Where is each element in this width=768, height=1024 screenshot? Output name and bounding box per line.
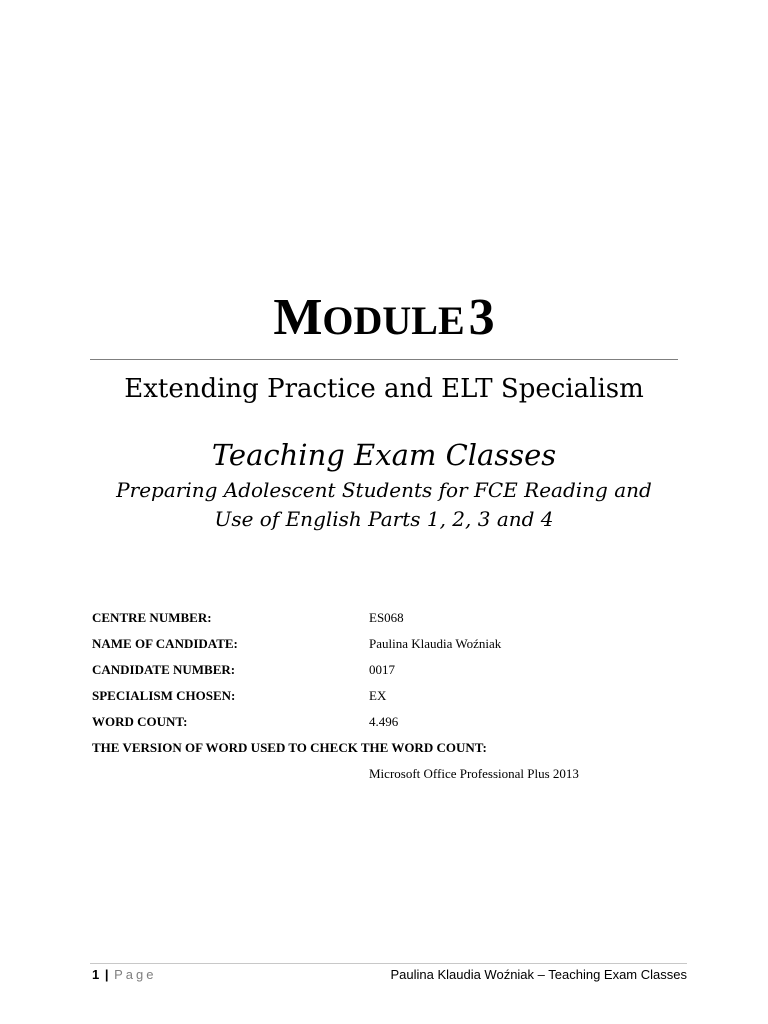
footer-page-number bbox=[92, 967, 157, 983]
specialism-value: EX bbox=[369, 688, 387, 703]
module-title-initial: M bbox=[273, 289, 323, 346]
title-divider bbox=[90, 359, 678, 360]
topic-description-line-1: Preparing Adolescent Students for FCE Reading and bbox=[116, 478, 652, 502]
word-version-value: Microsoft Office Professional Plus 2013 bbox=[369, 766, 579, 781]
candidate-name-label: NAME OF CANDIDATE: bbox=[92, 636, 238, 651]
page-word: Page bbox=[114, 967, 157, 982]
topic-description-line-2: Use of English Parts 1, 2, 3 and 4 bbox=[214, 507, 554, 531]
specialism-label: SPECIALISM CHOSEN: bbox=[92, 688, 236, 703]
centre-number-value: ES068 bbox=[369, 610, 404, 625]
candidate-number-value: 0017 bbox=[369, 662, 395, 677]
word-version-label-row bbox=[92, 738, 692, 764]
candidate-number-label: CANDIDATE NUMBER: bbox=[92, 662, 236, 677]
candidate-name-row bbox=[92, 634, 692, 660]
footer-divider bbox=[90, 963, 687, 964]
candidate-info bbox=[92, 608, 692, 790]
word-count-label: WORD COUNT: bbox=[92, 714, 188, 729]
word-count-value: 4.496 bbox=[369, 714, 399, 729]
module-title-number: 3 bbox=[468, 289, 495, 346]
footer-running-title: Paulina Klaudia Woźniak – Teaching Exam Classes bbox=[390, 967, 687, 982]
candidate-number-row bbox=[92, 660, 692, 686]
page-separator: | bbox=[104, 967, 109, 982]
page-number: 1 bbox=[92, 967, 100, 982]
candidate-name-value: Paulina Klaudia Woźniak bbox=[369, 636, 502, 651]
centre-number-row bbox=[92, 608, 692, 634]
centre-number-label: CENTRE NUMBER: bbox=[92, 610, 212, 625]
word-version-label: THE VERSION OF WORD USED TO CHECK THE WORD COUNT: bbox=[92, 740, 487, 755]
module-title-rest: ODULE bbox=[322, 298, 465, 343]
topic-description bbox=[0, 476, 768, 534]
module-subtitle: Extending Practice and ELT Specialism bbox=[124, 374, 644, 404]
specialism-row bbox=[92, 686, 692, 712]
word-count-row bbox=[92, 712, 692, 738]
module-title bbox=[0, 289, 768, 346]
word-version-value-row bbox=[92, 764, 692, 790]
topic-title: Teaching Exam Classes bbox=[211, 438, 557, 472]
